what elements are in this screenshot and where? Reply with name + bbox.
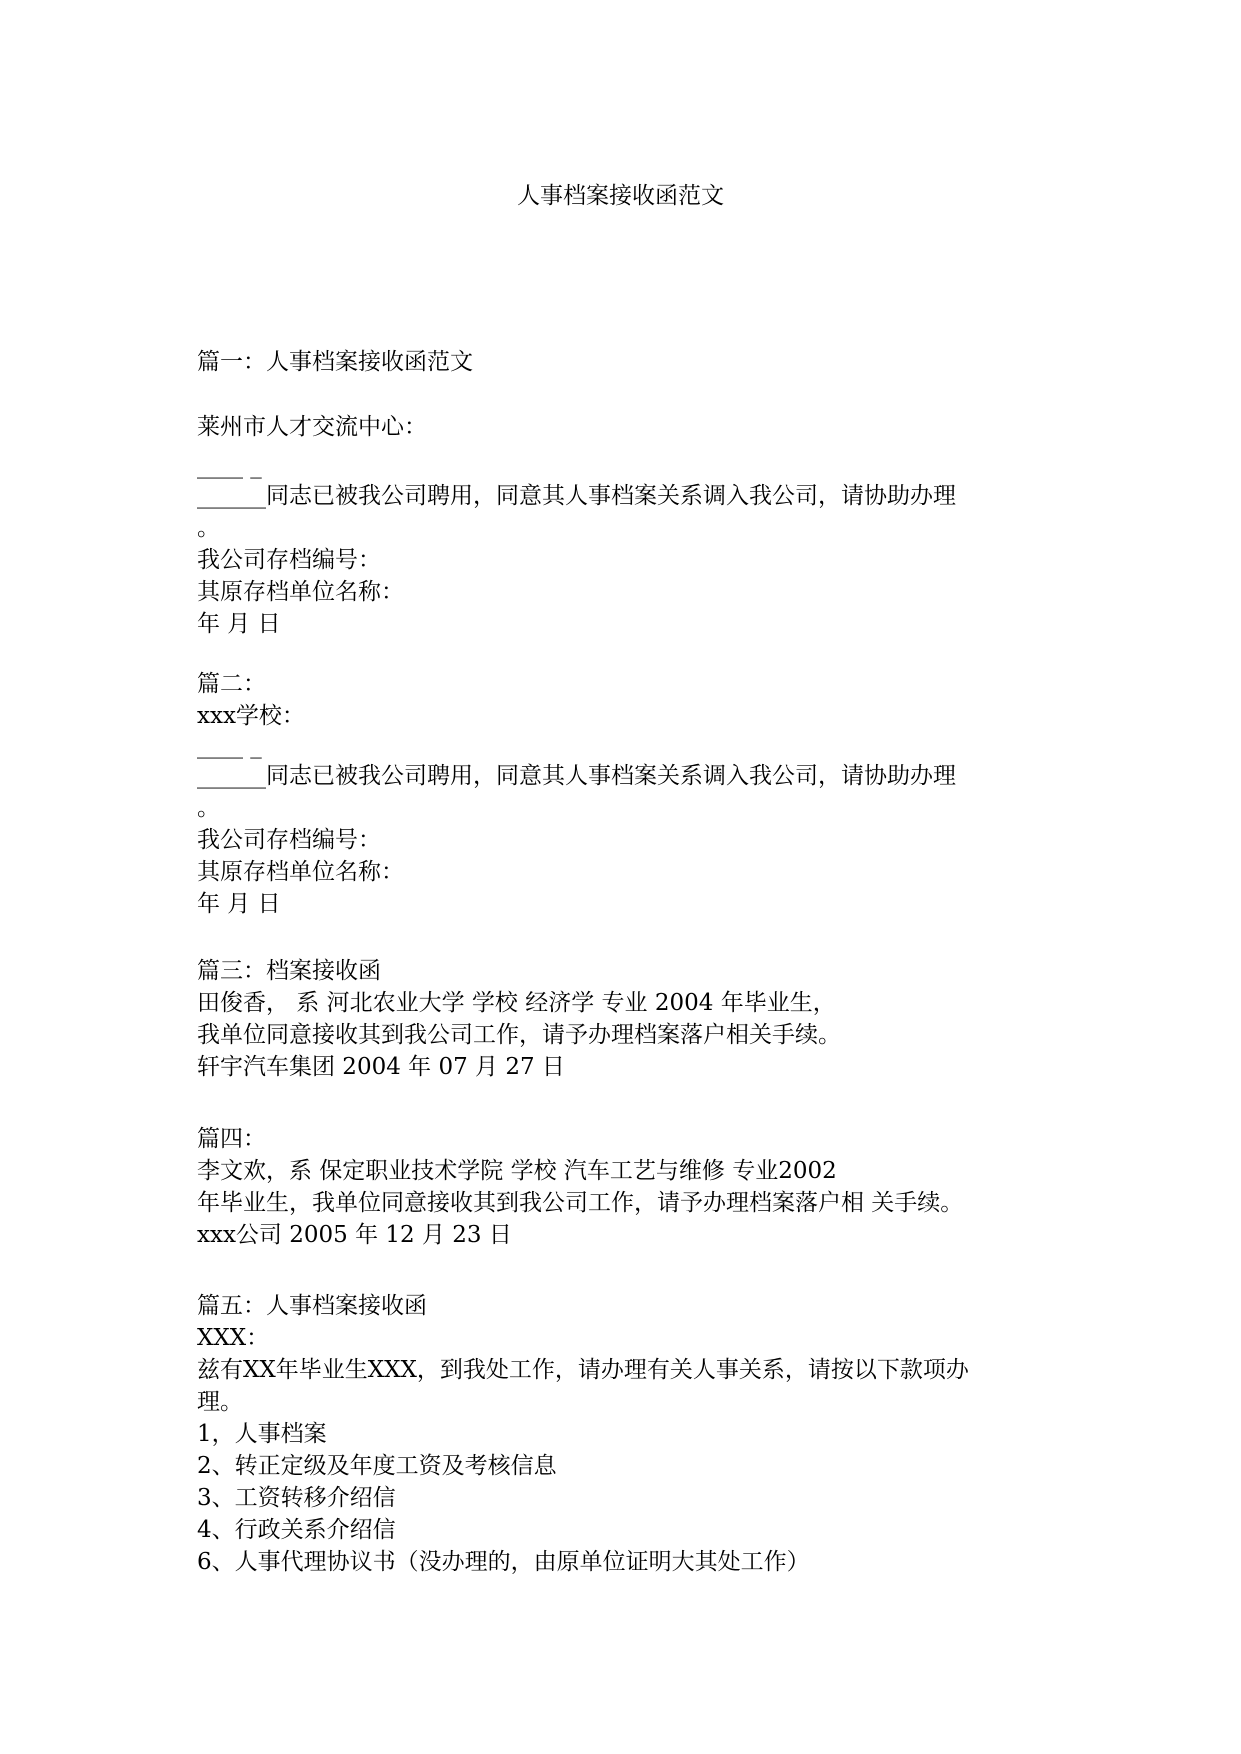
section-1-body (197, 452, 1057, 640)
section-heading: 篇一：人事档案接收函范文 (197, 349, 473, 375)
body-line: 李文欢，系 保定职业技术学院 学校 汽车工艺与维修 专业2002 (197, 1158, 837, 1184)
list-item: 2、转正定级及年度工资及考核信息 (197, 1453, 557, 1479)
section-4 (197, 1123, 1057, 1251)
date-line: 年 月 日 (197, 611, 281, 637)
section-heading: 篇二： (197, 671, 266, 697)
blank-line: ____ _ (197, 733, 262, 759)
section-3 (197, 955, 1057, 1083)
section-heading: 篇三：档案接收函 (197, 958, 381, 984)
addressee-line: xxx学校： (197, 703, 305, 729)
body-line: 年毕业生，我单位同意接收其到我公司工作，请予办理档案落户相 关手续。 (197, 1190, 964, 1216)
addressee-line: XXX： (197, 1325, 270, 1351)
section-1-heading (197, 346, 1057, 378)
body-line: 。 (197, 515, 220, 541)
list-item: 1，人事档案 (197, 1421, 327, 1447)
section-addressee (197, 411, 1057, 443)
section-2 (197, 668, 1057, 920)
signature-line: xxx公司 2005 年 12 月 23 日 (197, 1222, 512, 1248)
signature-line: 轩宇汽车集团 2004 年 07 月 27 日 (197, 1054, 565, 1080)
body-line: 我公司存档编号： (197, 547, 381, 573)
body-line: 其原存档单位名称： (197, 859, 404, 885)
section-5 (197, 1290, 1057, 1578)
section-heading: 篇四： (197, 1126, 266, 1152)
list-item: 4、行政关系介绍信 (197, 1517, 396, 1543)
list-item: 3、工资转移介绍信 (197, 1485, 396, 1511)
section-heading: 篇五：人事档案接收函 (197, 1293, 427, 1319)
body-line: 理。 (197, 1389, 243, 1415)
body-line: 田俊香， 系 河北农业大学 学校 经济学 专业 2004 年毕业生， (197, 990, 836, 1016)
date-line: 年 月 日 (197, 891, 281, 917)
blank-line: ____ _ (197, 453, 262, 479)
body-line: ______同志已被我公司聘用，同意其人事档案关系调入我公司，请协助办理 (197, 763, 956, 789)
body-line: 。 (197, 795, 220, 821)
list-item: 6、人事代理协议书（没办理的，由原单位证明大其处工作） (197, 1549, 810, 1575)
document-title: 人事档案接收函范文 (517, 183, 724, 209)
body-line: 其原存档单位名称： (197, 579, 404, 605)
addressee-line: 莱州市人才交流中心： (197, 414, 427, 440)
body-line: 我单位同意接收其到我公司工作，请予办理档案落户相关手续。 (197, 1022, 841, 1048)
body-line: 我公司存档编号： (197, 827, 381, 853)
body-line: 兹有XX年毕业生XXX，到我处工作，请办理有关人事关系，请按以下款项办 (197, 1357, 969, 1383)
body-line: ______同志已被我公司聘用，同意其人事档案关系调入我公司，请协助办理 (197, 483, 956, 509)
